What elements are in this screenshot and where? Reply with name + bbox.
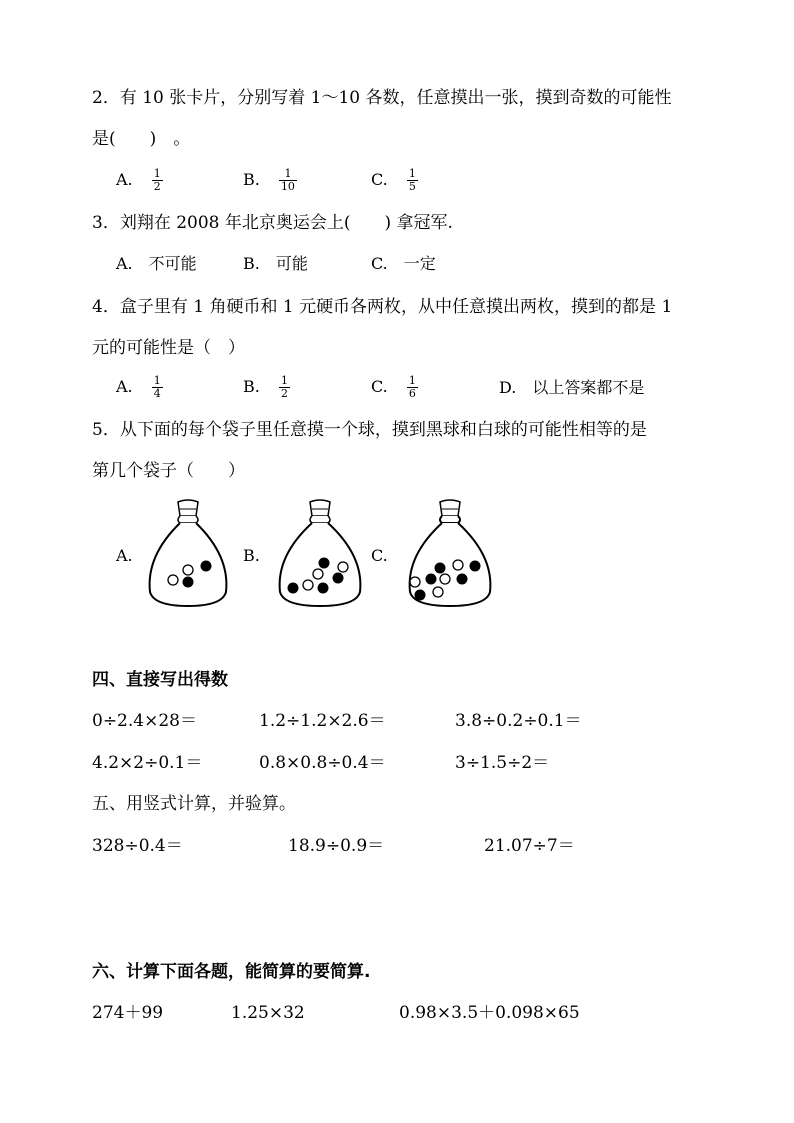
fraction: $\frac{1}{5}$	[408, 167, 416, 193]
sec5-item-1: 328÷0.4＝	[92, 836, 183, 856]
section-6-title: 六、计算下面各题，能简算的要简算.	[92, 962, 371, 982]
sec6-item-2: 1.25×32	[231, 1003, 305, 1023]
fraction: $\frac{1}{4}$	[153, 374, 161, 400]
bag-b-illustration	[270, 496, 370, 612]
bag-a-illustration	[140, 496, 236, 612]
sec4-item-2: 1.2÷1.2×2.6＝	[259, 711, 386, 731]
sec5-item-3: 21.07÷7＝	[484, 836, 575, 856]
sec4-item-1: 0÷2.4×28＝	[92, 711, 197, 731]
q5-option-a-label[interactable]: A.	[116, 546, 133, 565]
q4-option-c[interactable]	[371, 375, 418, 400]
q5-option-c-label[interactable]: C.	[371, 546, 388, 565]
sec6-item-1: 274＋99	[92, 1003, 164, 1023]
q5-stem-line2: 第几个袋子（ ）	[92, 461, 245, 481]
sec4-item-3: 3.8÷0.2÷0.1＝	[455, 711, 582, 731]
option-label: A.	[116, 377, 133, 396]
option-label: B.	[243, 377, 260, 396]
option-label: B.	[243, 170, 260, 189]
q3-option-a[interactable]: A. 不可能	[116, 254, 197, 273]
option-label: C.	[371, 377, 388, 396]
q2-stem-line1: 2．有 10 张卡片，分别写着 1～10 各数，任意摸出一张，摸到奇数的可能性	[92, 88, 672, 108]
sec4-item-4: 4.2×2÷0.1＝	[92, 753, 203, 773]
q3-stem: 3．刘翔在 2008 年北京奥运会上( ) 拿冠军.	[92, 213, 453, 233]
q2-option-a[interactable]	[116, 168, 163, 193]
q5-option-b-label[interactable]: B.	[243, 546, 260, 565]
sec5-item-2: 18.9÷0.9＝	[288, 836, 385, 856]
q3-option-c[interactable]: C. 一定	[371, 254, 436, 273]
section-4-title: 四、直接写出得数	[92, 670, 228, 690]
q2-option-b[interactable]	[243, 168, 297, 193]
bag-c-illustration	[400, 496, 500, 612]
option-label: A.	[116, 170, 133, 189]
q4-stem-line1: 4．盒子里有 1 角硬币和 1 元硬币各两枚，从中任意摸出两枚，摸到的都是 1	[92, 297, 673, 317]
option-label: C.	[371, 170, 388, 189]
q3-option-b[interactable]: B. 可能	[243, 254, 308, 273]
q2-option-c[interactable]	[371, 168, 418, 193]
q4-option-a[interactable]	[116, 375, 163, 400]
fraction: $\frac{1}{2}$	[153, 167, 161, 193]
q5-stem-line1: 5．从下面的每个袋子里任意摸一个球，摸到黑球和白球的可能性相等的是	[92, 420, 647, 440]
fraction: $\frac{1}{2}$	[280, 374, 288, 400]
q4-option-d[interactable]: D. 以上答案都不是	[499, 378, 645, 397]
fraction: $\frac{1}{10}$	[280, 167, 295, 193]
sec6-item-3: 0.98×3.5＋0.098×65	[399, 1003, 580, 1023]
q4-stem-line2: 元的可能性是（ ）	[92, 338, 245, 358]
sec4-item-5: 0.8×0.8÷0.4＝	[259, 753, 386, 773]
fraction: $\frac{1}{6}$	[408, 374, 416, 400]
sec4-item-6: 3÷1.5÷2＝	[455, 753, 550, 773]
q2-stem-line2: 是( ) 。	[92, 129, 191, 149]
q4-option-b[interactable]	[243, 375, 290, 400]
section-5-title: 五、用竖式计算，并验算。	[92, 794, 296, 814]
